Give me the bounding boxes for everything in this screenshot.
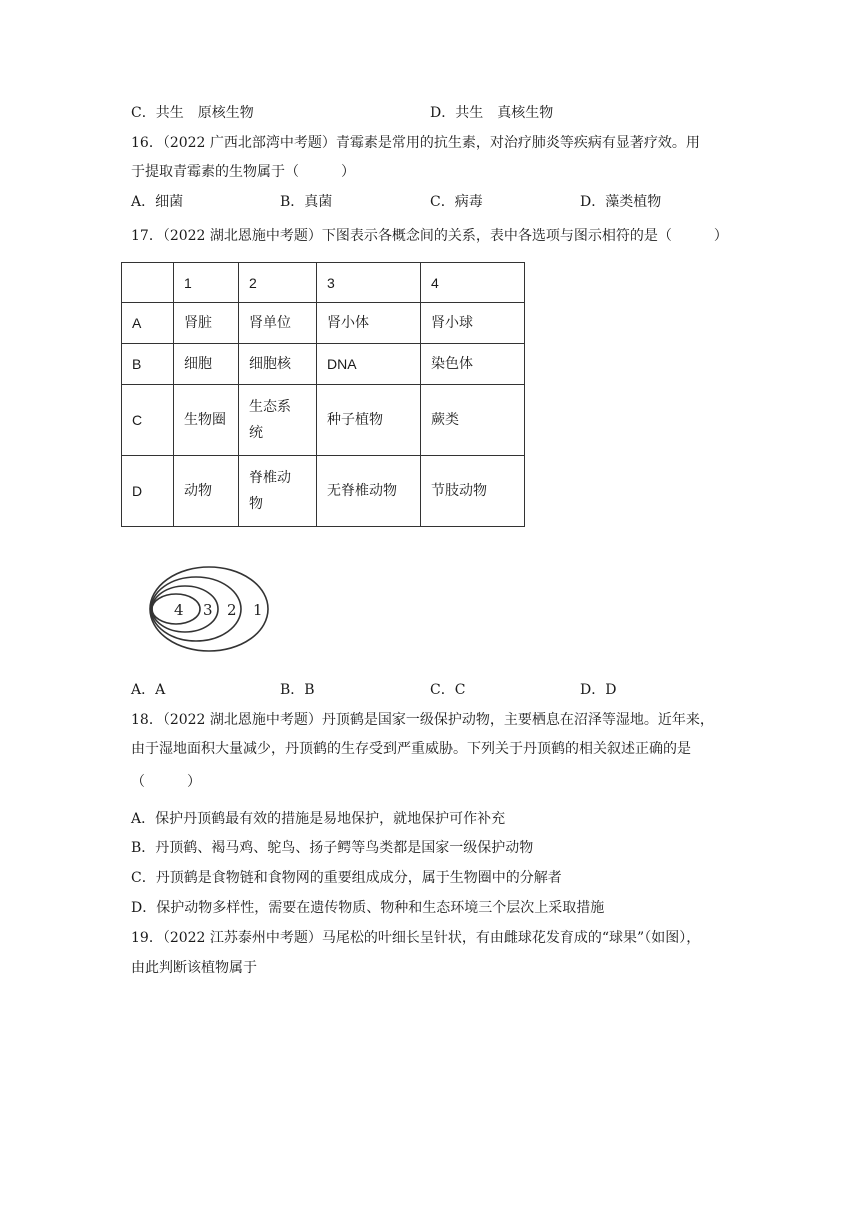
ellipse-label-1: 1	[253, 601, 263, 619]
table-row	[122, 385, 525, 456]
table-cell: 无脊椎动物	[317, 456, 421, 527]
table-cell: 2	[239, 263, 317, 303]
table-cell: 动物	[174, 456, 239, 527]
q19-stem-line2: 由此判断该植物属于	[131, 960, 257, 976]
table-cell: 肾小球	[421, 303, 525, 344]
q17-table	[121, 262, 525, 527]
table-cell: 细胞核	[239, 344, 317, 385]
q18-stem-line2: 由于湿地面积大量减少，丹顶鹤的生存受到严重威胁。下列关于丹顶鹤的相关叙述正确的是	[131, 741, 691, 757]
q18-option-b: B．丹顶鹤、褐马鸡、鸵鸟、扬子鳄等鸟类都是国家一级保护动物	[131, 840, 534, 856]
table-row	[122, 456, 525, 527]
q18-option-c: C．丹顶鹤是食物链和食物网的重要组成成分，属于生物圈中的分解者	[131, 870, 562, 886]
q18-option-a: A．保护丹顶鹤最有效的措施是易地保护，就地保护可作补充	[131, 811, 506, 827]
q16-option-d: D．藻类植物	[580, 194, 662, 210]
q15-option-d: D．共生 真核生物	[430, 105, 554, 121]
table-row	[122, 344, 525, 385]
table-cell: 染色体	[421, 344, 525, 385]
table-cell: 蕨类	[421, 385, 525, 456]
q17-option-d: D．D	[580, 682, 617, 698]
q18-option-d: D．保护动物多样性，需要在遗传物质、物种和生态环境三个层次上采取措施	[131, 900, 605, 916]
q16-stem-line1: 16．（2022 广西北部湾中考题）青霉素是常用的抗生素，对治疗肺炎等疾病有显著疗效。用	[131, 135, 700, 151]
table-cell: A	[122, 303, 174, 344]
table-cell: 节肢动物	[421, 456, 525, 527]
q19-stem-line1: 19．（2022 江苏泰州中考题）马尾松的叶细长呈针状，有由雌球花发育成的“球果”（如图），	[131, 930, 701, 946]
table-cell: 种子植物	[317, 385, 421, 456]
table-row	[122, 303, 525, 344]
q18-stem-line3: （ ）	[131, 774, 201, 790]
table-cell: 生态系统	[239, 385, 317, 456]
table-cell: 脊椎动物	[239, 456, 317, 527]
table-cell: 4	[421, 263, 525, 303]
table-header-row	[122, 263, 525, 303]
table-cell: 细胞	[174, 344, 239, 385]
table-cell: 3	[317, 263, 421, 303]
q17-option-c: C．C	[430, 682, 466, 698]
q16-stem-line2: 于提取青霉素的生物属于（ ）	[131, 164, 355, 180]
q17-option-a: A．A	[131, 682, 166, 698]
ellipse-label-3: 3	[203, 601, 213, 619]
table-cell: 肾脏	[174, 303, 239, 344]
q18-stem-line1: 18．（2022 湖北恩施中考题）丹顶鹤是国家一级保护动物，主要栖息在沼泽等湿地。近年来，	[131, 712, 714, 728]
table-cell: B	[122, 344, 174, 385]
ellipse-label-2: 2	[227, 601, 237, 619]
nested-concept-diagram	[148, 564, 274, 658]
q16-option-b: B．真菌	[280, 194, 333, 210]
q16-option-a: A．细菌	[131, 194, 184, 210]
q16-option-c: C．病毒	[430, 194, 483, 210]
table-cell: 肾小体	[317, 303, 421, 344]
table-cell: DNA	[317, 344, 421, 385]
table-cell: D	[122, 456, 174, 527]
table-cell: C	[122, 385, 174, 456]
table-cell: 1	[174, 263, 239, 303]
ellipse-label-4: 4	[174, 601, 184, 619]
table-cell: 生物圈	[174, 385, 239, 456]
table-cell	[122, 263, 174, 303]
table-cell: 肾单位	[239, 303, 317, 344]
q17-option-b: B．B	[280, 682, 315, 698]
q17-stem: 17．（2022 湖北恩施中考题）下图表示各概念间的关系，表中各选项与图示相符的是（ ）	[131, 228, 728, 244]
q15-option-c: C．共生 原核生物	[131, 105, 254, 121]
